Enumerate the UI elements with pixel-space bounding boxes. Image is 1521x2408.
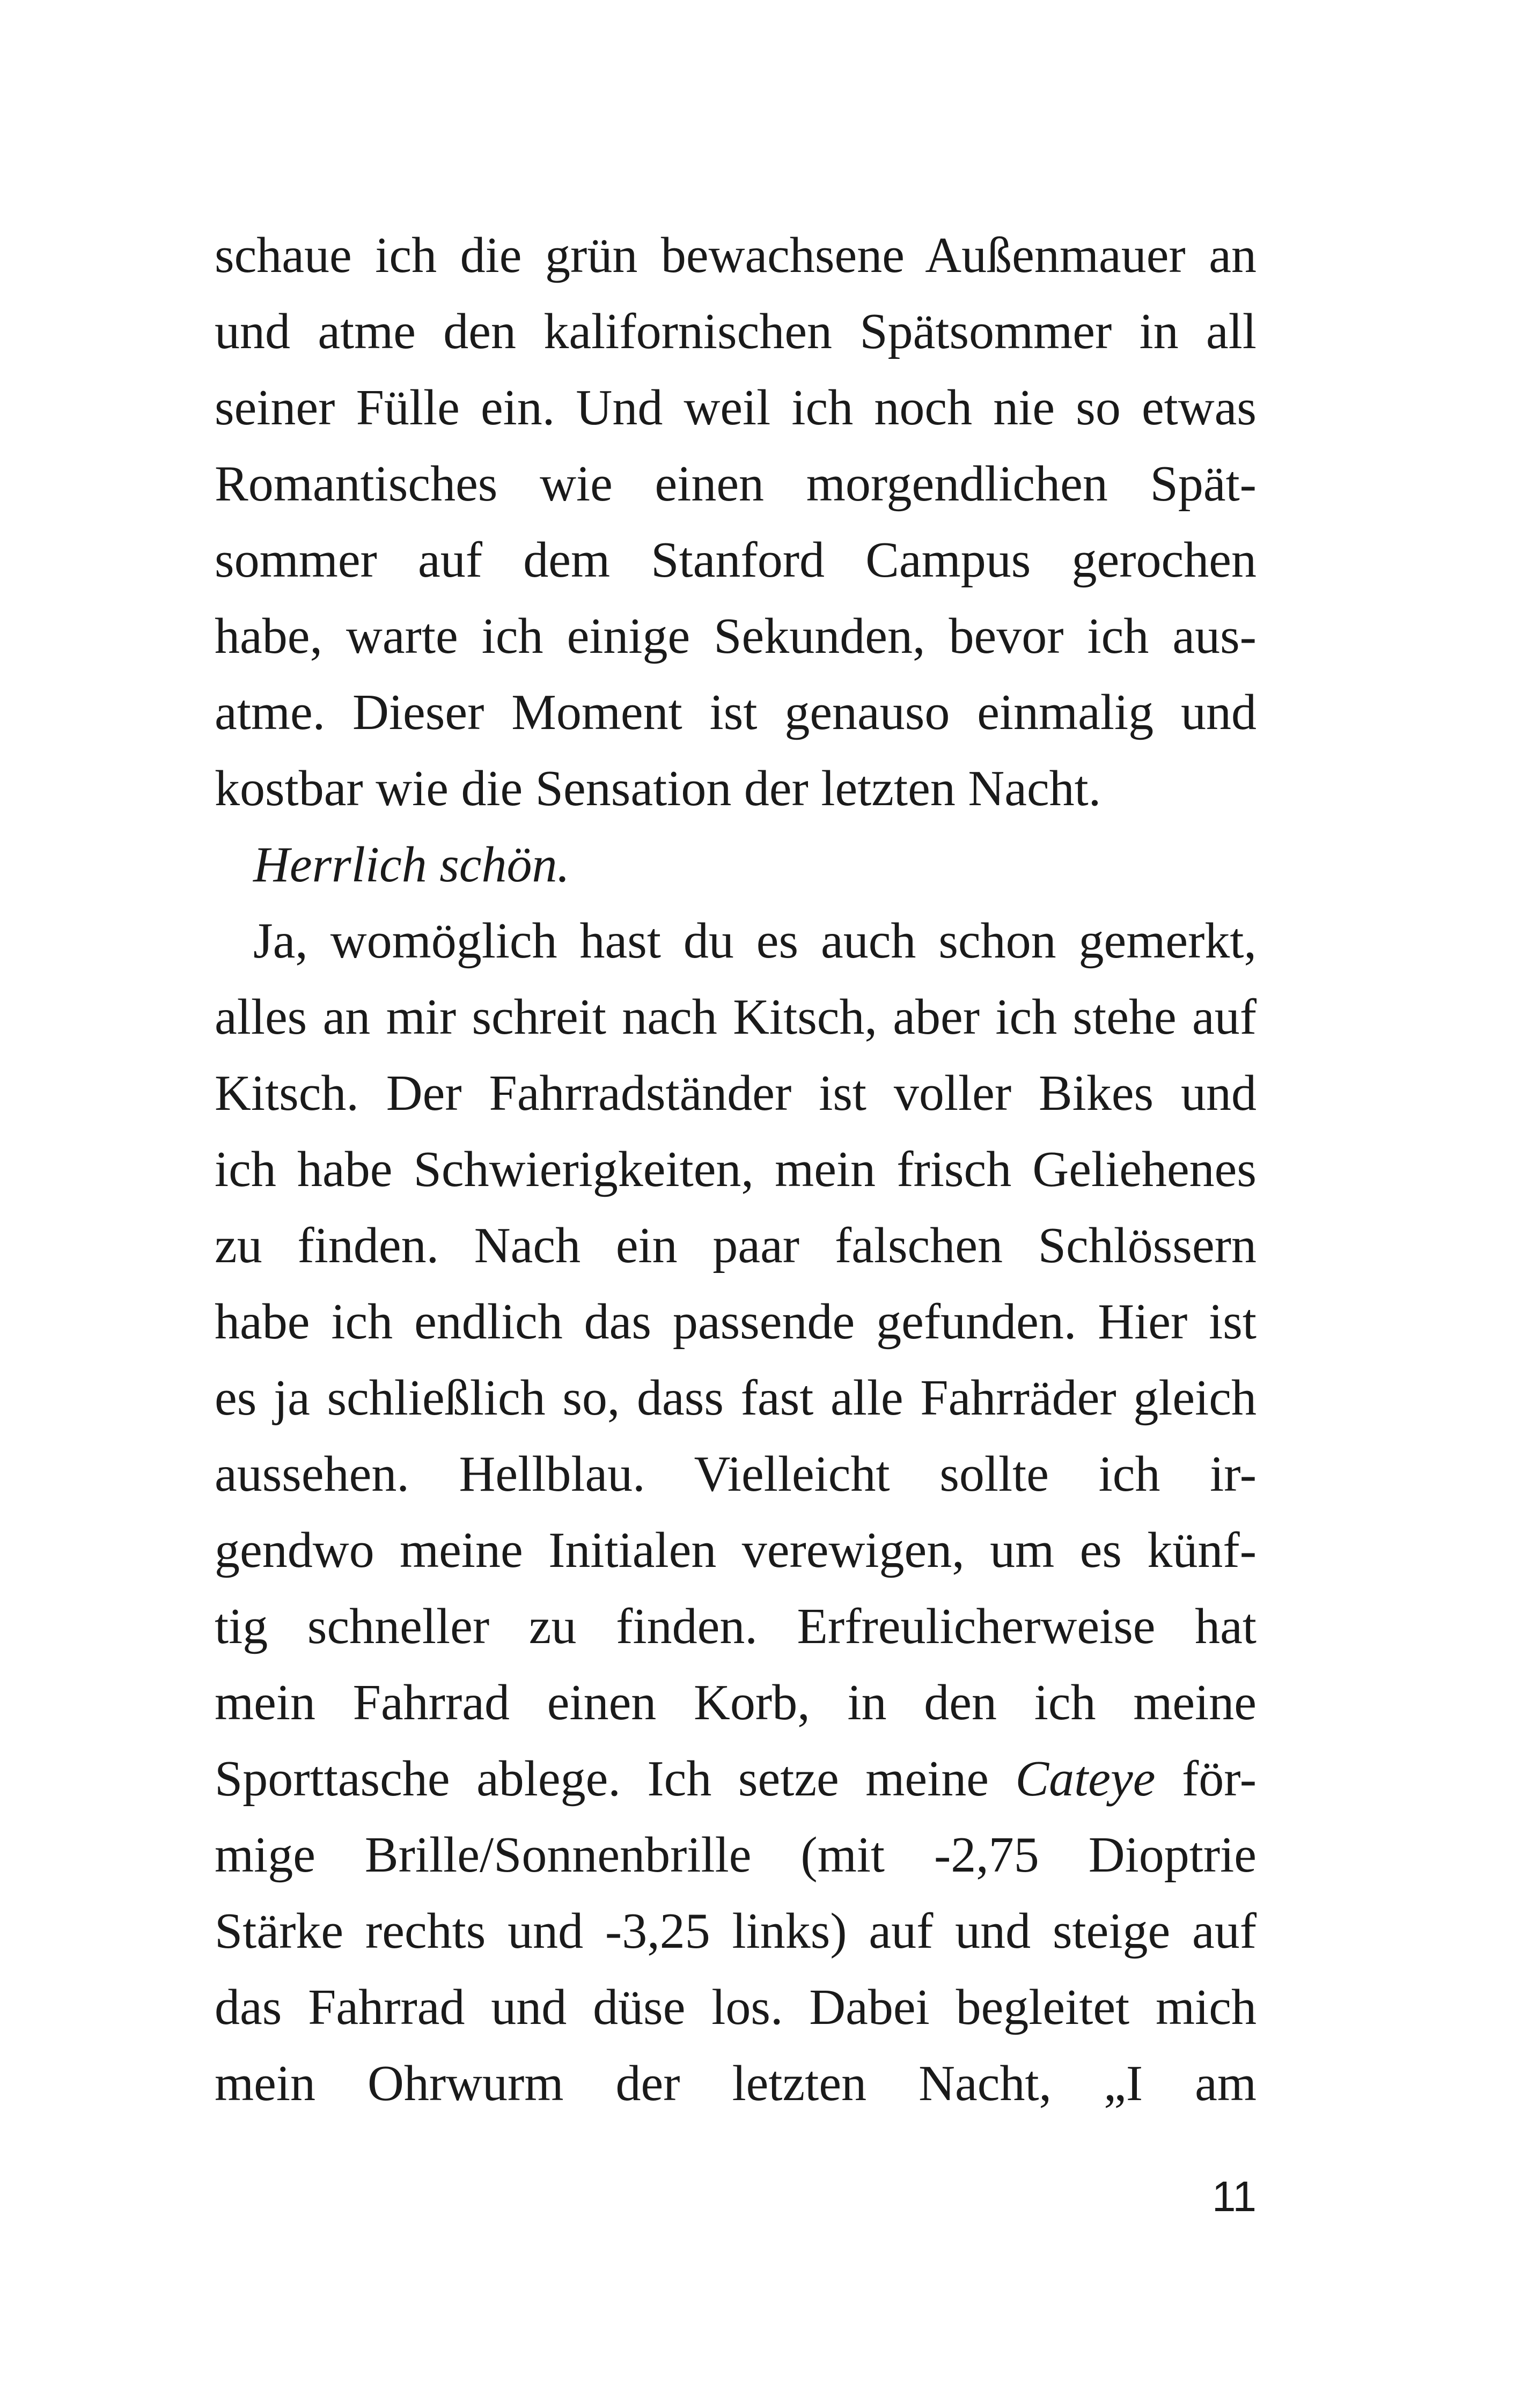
text-line: das Fahrrad und düse los. Dabei begleitet mich bbox=[215, 1979, 1257, 2035]
text-line: seiner Fülle ein. Und weil ich noch nie so etwas bbox=[215, 380, 1257, 436]
text-line: aussehen. Hellblau. Vielleicht sollte ich ir- bbox=[215, 1446, 1257, 1502]
text-line: Kitsch. Der Fahrradständer ist voller Bikes und bbox=[215, 1065, 1257, 1121]
body-text bbox=[215, 217, 1257, 2122]
text-line: Romantisches wie einen morgendlichen Spät- bbox=[215, 456, 1257, 512]
text-line: mige Brille/Sonnenbrille (mit -2,75 Dioptrie bbox=[215, 1827, 1257, 1883]
text-line: mein Ohrwurm der letzten Nacht, „I am bbox=[215, 2056, 1257, 2111]
text-line: alles an mir schreit nach Kitsch, aber ich stehe auf bbox=[215, 989, 1257, 1045]
page-number: 11 bbox=[1211, 2173, 1257, 2220]
text-line: Ja, womöglich hast du es auch schon gemerkt, bbox=[253, 913, 1257, 969]
text-line: Stärke rechts und -3,25 links) auf und steige auf bbox=[215, 1903, 1257, 1959]
text-line: ich habe Schwierigkeiten, mein frisch Geliehenes bbox=[215, 1142, 1257, 1197]
text-line: sommer auf dem Stanford Campus gerochen bbox=[215, 532, 1257, 588]
text-line: mein Fahrrad einen Korb, in den ich meine bbox=[215, 1675, 1257, 1730]
text-segment: för- bbox=[1155, 1751, 1257, 1807]
text-line: und atme den kalifornischen Spätsommer in all bbox=[215, 304, 1257, 359]
text-line: gendwo meine Initialen verewigen, um es künf- bbox=[215, 1522, 1257, 1578]
text-segment: Sporttasche ablege. Ich setze meine bbox=[215, 1751, 1016, 1807]
italic-text-line: Herrlich schön. bbox=[253, 837, 570, 893]
text-line: es ja schließlich so, dass fast alle Fahrräder gleich bbox=[215, 1370, 1257, 1426]
text-line: atme. Dieser Moment ist genauso einmalig und bbox=[215, 684, 1257, 740]
text-line: habe, warte ich einige Sekunden, bevor ich aus- bbox=[215, 608, 1257, 664]
text-line: habe ich endlich das passende gefunden. Hier ist bbox=[215, 1294, 1257, 1350]
text-line-with-italic bbox=[215, 1741, 1257, 1817]
text-line: zu finden. Nach ein paar falschen Schlössern bbox=[215, 1218, 1257, 1273]
italic-word: Cateye bbox=[1015, 1751, 1156, 1807]
text-line: schaue ich die grün bewachsene Außenmauer an bbox=[215, 227, 1257, 283]
text-line: kostbar wie die Sensation der letzten Nacht. bbox=[215, 761, 1101, 816]
text-line: tig schneller zu finden. Erfreulicherweise hat bbox=[215, 1599, 1257, 1654]
